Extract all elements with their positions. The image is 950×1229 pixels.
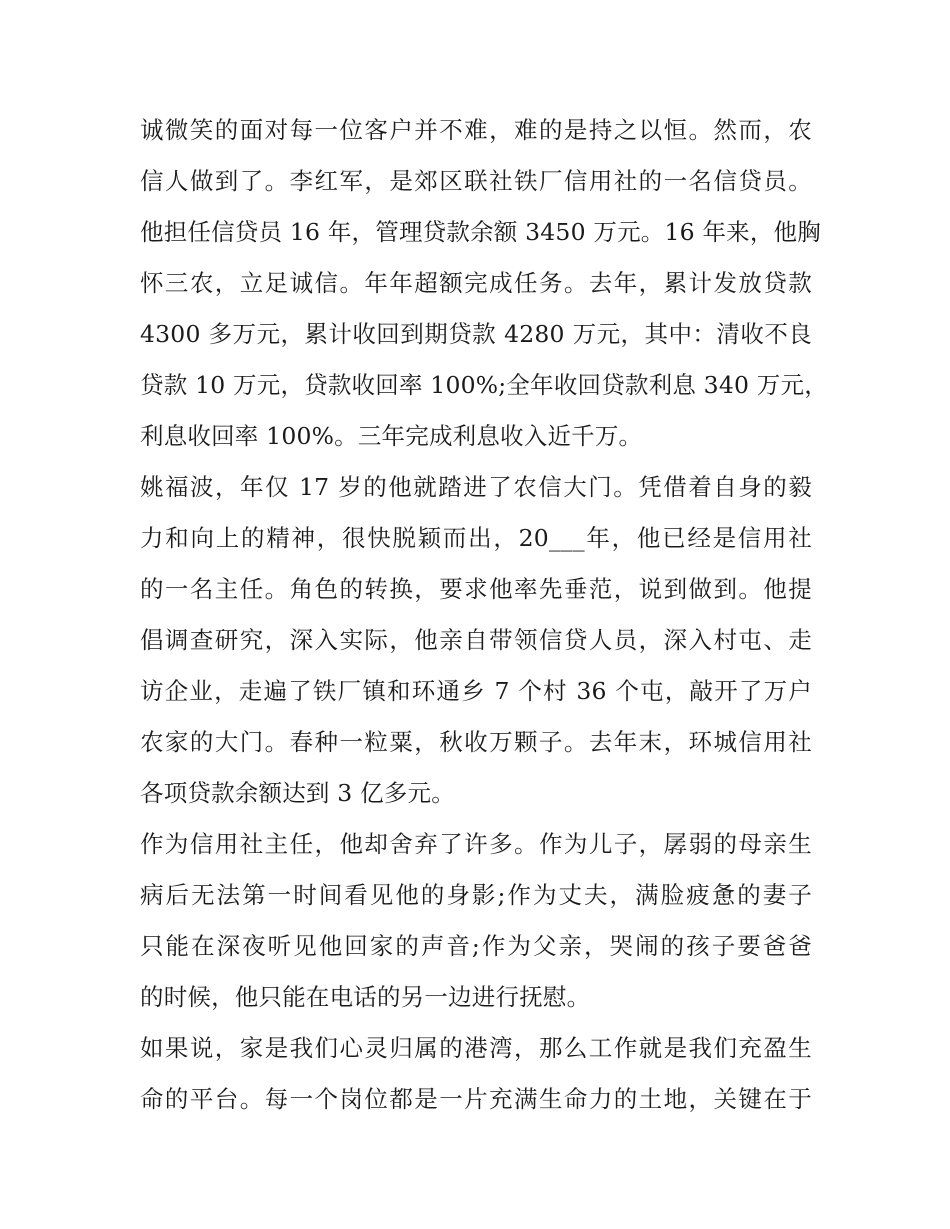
text-line: 诚微笑的面对每一位客户并不难，难的是持之以恒。然而，农 [140,116,812,144]
text-line: 力和向上的精神，很快脱颖而出，20___年，他已经是信用社 [140,524,812,552]
text-line: 如果说，家是我们心灵归属的港湾，那么工作就是我们充盈生 [140,1034,812,1062]
text-line: 病后无法第一时间看见他的身影;作为丈夫，满脸疲惫的妻子 [140,881,812,909]
text-line: 4300 多万元，累计收回到期贷款 4280 万元，其中：清收不良 [140,320,812,348]
text-line: 怀三农，立足诚信。年年超额完成任务。去年，累计发放贷款 [140,269,812,297]
text-line: 姚福波，年仅 17 岁的他就踏进了农信大门。凭借着自身的毅 [140,473,812,501]
text-line: 他担任信贷员 16 年，管理贷款余额 3450 万元。16 年来，他胸 [140,218,821,246]
text-line: 利息收回率 100%。三年完成利息收入近千万。 [140,422,643,450]
text-line: 信人做到了。李红军，是郊区联社铁厂信用社的一名信贷员。 [140,167,812,195]
text-line: 农家的大门。春种一粒粟，秋收万颗子。去年末，环城信用社 [140,728,812,756]
text-line: 命的平台。每一个岗位都是一片充满生命力的土地，关键在于 [140,1085,812,1113]
text-line: 倡调查研究，深入实际，他亲自带领信贷人员，深入村屯、走 [140,626,812,654]
text-line: 的一名主任。角色的转换，要求他率先垂范，说到做到。他提 [140,575,812,603]
text-line: 只能在深夜听见他回家的声音;作为父亲，哭闹的孩子要爸爸 [140,932,812,960]
text-line: 访企业，走遍了铁厂镇和环通乡 7 个村 36 个屯，敲开了万户 [140,677,812,705]
text-line: 贷款 10 万元，贷款收回率 100%;全年收回贷款利息 340 万元， [140,371,828,399]
text-line: 的时候，他只能在电话的另一边进行抚慰。 [140,983,591,1011]
text-line: 各项贷款余额达到 3 亿多元。 [140,779,455,807]
text-line: 作为信用社主任，他却舍弃了许多。作为儿子，孱弱的母亲生 [140,830,812,858]
